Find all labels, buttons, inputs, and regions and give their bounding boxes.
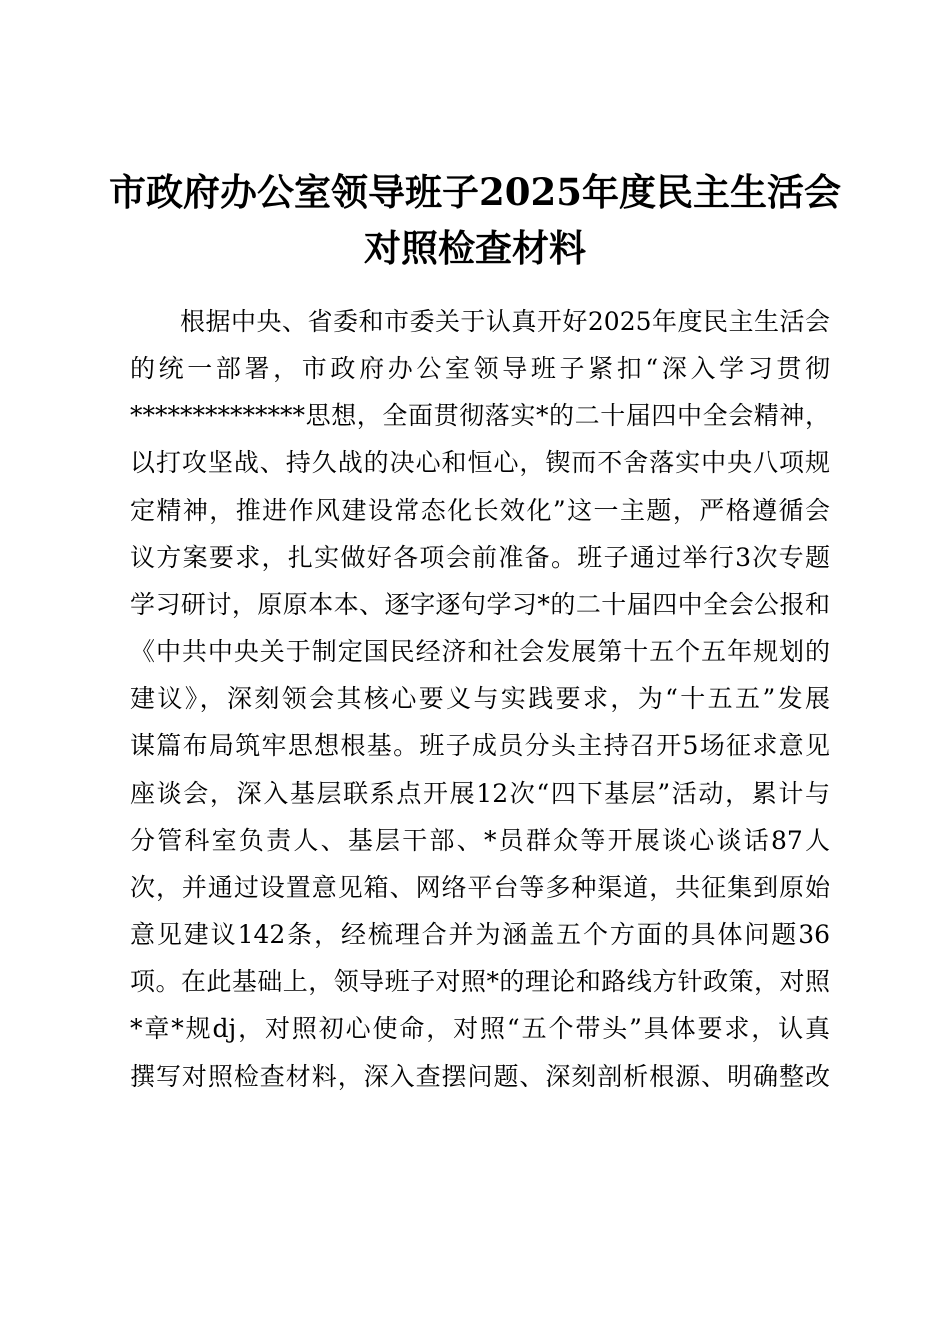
paragraph-line: 议方案要求，扎实做好各项会前准备。班子通过举行3次专题 xyxy=(130,543,830,572)
paragraph-line: 撰写对照检查材料，深入查摆问题、深刻剖析根源、明确整改 xyxy=(130,1062,830,1091)
paragraph-line: 次，并通过设置意见箱、网络平台等多种渠道，共征集到原始 xyxy=(130,873,830,902)
paragraph-line: 定精神，推进作风建设常态化长效化”这一主题，严格遵循会 xyxy=(130,496,830,525)
paragraph-line: *章*规dj，对照初心使命，对照“五个带头”具体要求，认真 xyxy=(130,1014,830,1043)
paragraph-line: 根据中央、省委和市委关于认真开好2025年度民主生活会 xyxy=(180,307,830,336)
paragraph-line: 意见建议142条，经梳理合并为涵盖五个方面的具体问题36 xyxy=(130,920,830,949)
document-title-line-2: 对照检查材料 xyxy=(364,226,586,270)
paragraph-line: 学习研讨，原原本本、逐字逐句学习*的二十届四中全会公报和 xyxy=(130,590,830,619)
paragraph-line: 项。在此基础上，领导班子对照*的理论和路线方针政策，对照 xyxy=(130,967,830,996)
paragraph-line: 的统一部署，市政府办公室领导班子紧扣“深入学习贯彻 xyxy=(130,354,830,383)
paragraph-line: 座谈会，深入基层联系点开展12次“四下基层”活动，累计与 xyxy=(130,779,830,808)
paragraph-line: **************思想，全面贯彻落实*的二十届四中全会精神， xyxy=(130,401,830,430)
paragraph-line: 建议》，深刻领会其核心要义与实践要求，为“十五五”发展 xyxy=(130,684,830,713)
paragraph-line: 分管科室负责人、基层干部、*员群众等开展谈心谈话87人 xyxy=(130,826,830,855)
paragraph-line: 《中共中央关于制定国民经济和社会发展第十五个五年规划的 xyxy=(130,637,830,666)
paragraph-line: 以打攻坚战、持久战的决心和恒心，锲而不舍落实中央八项规 xyxy=(130,448,830,477)
document-title-line-1: 市政府办公室领导班子2025年度民主生活会 xyxy=(109,170,841,214)
paragraph-line: 谋篇布局筑牢思想根基。班子成员分头主持召开5场征求意见 xyxy=(130,731,830,760)
